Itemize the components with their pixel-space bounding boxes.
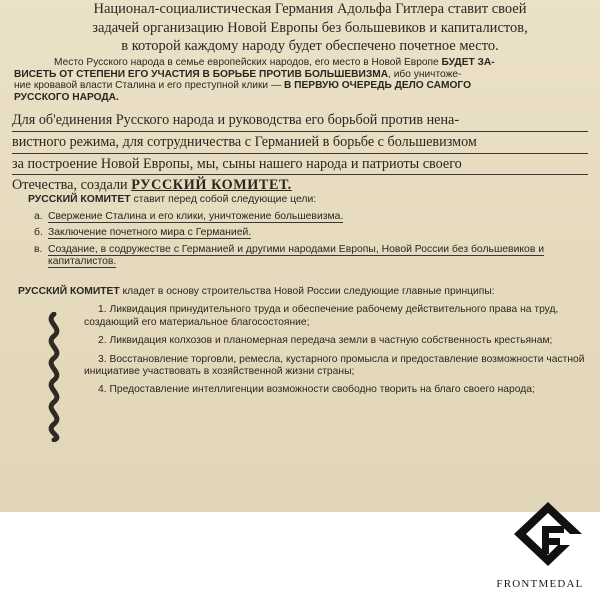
goals-list xyxy=(28,211,584,269)
principle-item: 4. Предоставление интеллигенции возможности свободно творить на благо своего народа; xyxy=(98,384,535,396)
small-line-3: ние кровавой власти Сталина и его преступной клики — В ПЕРВУЮ ОЧЕРЕДЬ ДЕЛО САМОГО xyxy=(14,80,471,92)
main-line-3: за построение Новой Европы, мы, сыны нашего народа и патриоты своего xyxy=(12,154,588,176)
principles-intro: РУССКИЙ КОМИТЕТ кладет в основу строительства Новой России следующие главные принципы: xyxy=(18,286,495,297)
wavy-margin-ornament-icon xyxy=(40,312,68,442)
main-line-4: Отечества, создали РУССКИЙ КОМИТЕТ. xyxy=(12,177,292,194)
principle-item: 1. Ликвидация принудительного труда и обеспечение рабочему действительного права на труд, создающий его материальное благосостояние; xyxy=(84,304,559,328)
brand-name: FRONTMEDAL xyxy=(496,578,584,590)
top-paragraph xyxy=(40,0,580,56)
main-line-1: Для об'единения Русского народа и руководства его борьбой против нена- xyxy=(12,110,588,132)
goal-item: а. Свержение Сталина и его клики, уничтожение большевизма. xyxy=(34,210,344,222)
small-line-2: ВИСЕТЬ ОТ СТЕПЕНИ ЕГО УЧАСТИЯ В БОРЬБЕ ПРОТИВ БОЛЬШЕВИЗМА, ибо уничтоже- xyxy=(14,68,462,80)
principles-section xyxy=(18,286,588,403)
goals-section xyxy=(28,194,584,273)
principle-item: 3. Восстановление торговли, ремесла, кустарного промысла и предоставление возможности частной инициативе участвовать в хозяйственной жизни страны; xyxy=(84,353,585,378)
top-line-3: в которой каждому народу будет обеспечено почетное место. xyxy=(121,38,499,54)
russian-committee-emphasis: РУССКИЙ КОМИТЕТ. xyxy=(131,177,292,194)
goal-item: б. Заключение почетного мира с Германией. xyxy=(34,227,252,239)
goal-item: в. Создание, в содружестве с Германией и другими народами Европы, Новой России без большевиков и капиталистов. xyxy=(34,243,545,268)
small-line-1: Место Русского народа в семье европейских народов, его место в Новой Европе БУДЕТ ЗА- xyxy=(54,57,495,68)
watermark xyxy=(480,500,600,600)
small-paragraph xyxy=(14,57,586,103)
main-paragraph xyxy=(12,110,588,196)
top-line-1: Национал-социалистическая Германия Адольфа Гитлера ставит своей xyxy=(93,1,527,17)
goals-intro: РУССКИЙ КОМИТЕТ ставит перед собой следующие цели: xyxy=(28,194,317,205)
principle-item: 2. Ликвидация колхозов и планомерная передача земли в частную собственность крестьянам; xyxy=(98,335,553,347)
top-line-2: задачей организацию Новой Европы без большевиков и капиталистов, xyxy=(92,19,528,36)
small-line-4: РУССКОГО НАРОДА. xyxy=(14,91,119,103)
frontmedal-logo-icon xyxy=(512,500,584,568)
main-line-2: вистного режима, для сотрудничества с Германией в борьбе с большевизмом xyxy=(12,132,588,154)
